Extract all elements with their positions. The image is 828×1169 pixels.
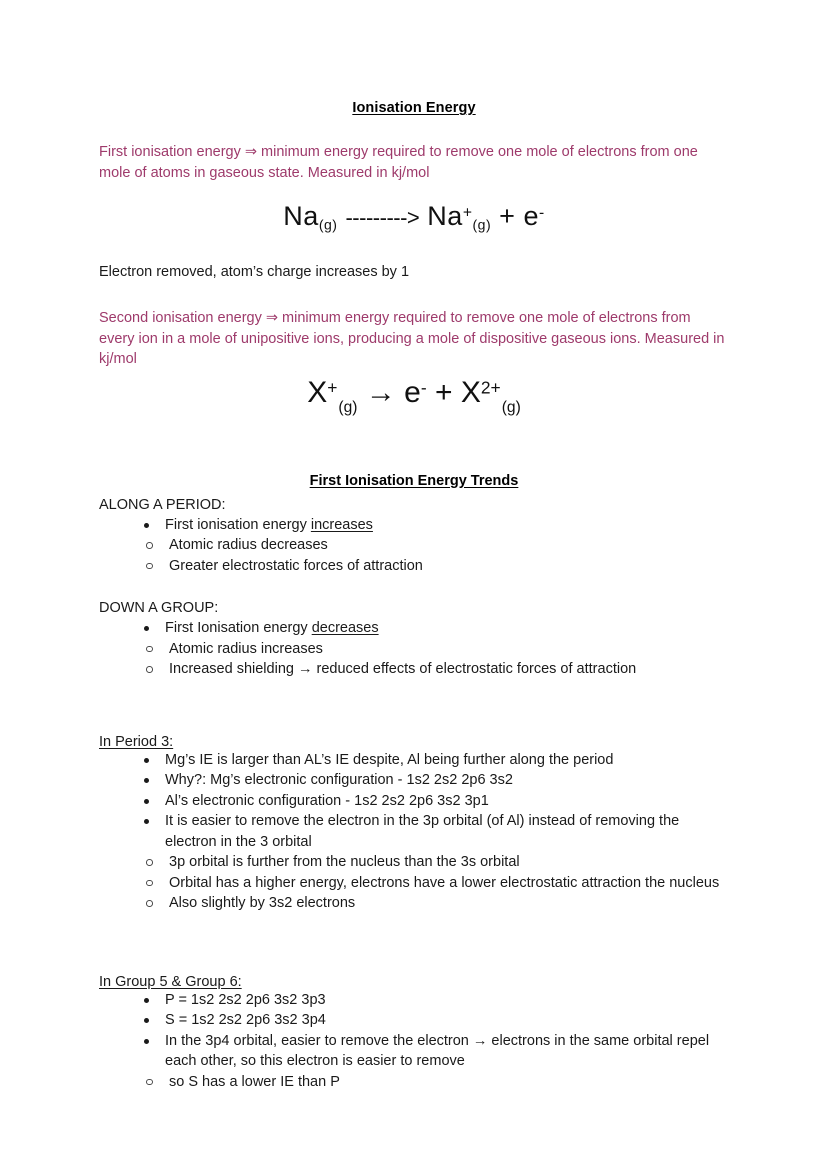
groups-5-6-sub-list xyxy=(99,1072,729,1093)
bullet-text: Al’s electronic configuration - 1s2 2s2 2p6 3s2 3p1 xyxy=(165,792,489,809)
eq1-charge-right: + xyxy=(462,204,473,222)
along-period-sub-list xyxy=(99,535,729,576)
list-item xyxy=(144,770,729,791)
eq1-arrow: ---------> xyxy=(345,205,420,230)
eq2-charge-left: + xyxy=(327,377,338,398)
sub-bullet-text: Atomic radius decreases xyxy=(169,537,328,554)
period-3-heading: In Period 3: xyxy=(99,733,174,750)
electron-removed-note: Electron removed, atom’s charge increases by 1 xyxy=(99,264,410,281)
list-item xyxy=(144,515,729,536)
bullet-text: P = 1s2 2s2 2p6 3s2 3p3 xyxy=(165,991,326,1008)
eq2-arrow: → xyxy=(365,375,396,409)
eq2-electron: e xyxy=(404,375,421,409)
eq2-charge-right: 2+ xyxy=(480,377,501,398)
eq2-plus: + xyxy=(434,375,453,409)
bullet-text: In the 3p4 orbital, easier to remove the electron → electrons in the same orbital repel each other, so this electron is easier to remove xyxy=(165,1032,710,1070)
second-ionisation-definition: Second ionisation energy ⇒ minimum energy required to remove one mole of electrons from every ion in a mole of unipositive ions, producing a mole of dispositive gaseous ions. Measured in kj/mol xyxy=(99,310,725,368)
sub-bullet-text: 3p orbital is further from the nucleus than the 3s orbital xyxy=(169,854,520,871)
list-item xyxy=(146,1072,729,1093)
sub-bullet-text: Increased shielding → reduced effects of electrostatic forces of attraction xyxy=(169,661,637,678)
eq1-species-right: Na xyxy=(427,201,463,231)
list-item xyxy=(144,618,729,639)
bullet-text: Why?: Mg’s electronic configuration - 1s2 2s2 2p6 3s2 xyxy=(165,772,513,789)
eq2-species-left: X xyxy=(307,375,328,409)
bullet-text: Mg’s IE is larger than AL’s IE despite, Al being further along the period xyxy=(165,751,614,768)
sub-bullet-text: Greater electrostatic forces of attraction xyxy=(169,557,423,574)
eq2-state-left: (g) xyxy=(338,398,358,416)
groups-5-6-heading: In Group 5 & Group 6: xyxy=(99,973,242,990)
trends-heading: First Ionisation Energy Trends xyxy=(309,472,519,489)
eq1-species-left: Na xyxy=(283,201,319,231)
eq2-left-term xyxy=(307,376,357,417)
eq2-right-term xyxy=(461,376,521,417)
list-item xyxy=(144,1031,729,1072)
along-period-label: ALONG A PERIOD: xyxy=(99,496,226,513)
list-item xyxy=(144,750,729,771)
down-group-label: DOWN A GROUP: xyxy=(99,600,219,617)
groups-5-6-list xyxy=(99,990,729,1072)
period-3-list xyxy=(99,750,729,853)
eq1-plus: + xyxy=(499,201,516,231)
sub-bullet-text: so S has a lower IE than P xyxy=(169,1073,340,1090)
page-title: Ionisation Energy xyxy=(352,100,476,116)
eq2-electron-charge: - xyxy=(420,377,427,398)
list-item xyxy=(146,659,729,680)
list-item xyxy=(146,639,729,660)
first-ionisation-equation xyxy=(99,201,729,232)
sub-bullet-text: Also slightly by 3s2 electrons xyxy=(169,895,356,912)
bullet-text: S = 1s2 2s2 2p6 3s2 3p4 xyxy=(165,1012,326,1029)
first-ionisation-definition: First ionisation energy ⇒ minimum energy required to remove one mole of electrons from one mole of atoms in gaseous state. Measured in kj/mol xyxy=(99,144,698,181)
sub-bullet-text: Orbital has a higher energy, electrons have a lower electrostatic attraction the nucleus xyxy=(169,874,720,891)
along-period-main-text: First ionisation energy xyxy=(165,516,311,533)
period-3-sub-list xyxy=(99,852,729,914)
eq2-species-right: X xyxy=(460,375,481,409)
sub-bullet-text: Atomic radius increases xyxy=(169,640,323,657)
down-group-main-list xyxy=(99,618,729,639)
bullet-text: It is easier to remove the electron in the 3p orbital (of Al) instead of removing the electron in the 3 orbital xyxy=(165,813,680,850)
eq1-state-left: (g) xyxy=(318,216,338,233)
eq1-electron: e xyxy=(523,201,539,231)
eq1-electron-charge: - xyxy=(538,204,545,222)
list-item xyxy=(146,852,729,873)
list-item xyxy=(146,893,729,914)
down-group-main-emphasis: decreases xyxy=(311,620,379,637)
list-item xyxy=(146,535,729,556)
list-item xyxy=(144,990,729,1011)
list-item xyxy=(144,791,729,812)
along-period-main-emphasis: increases xyxy=(310,516,373,533)
eq1-state-right: (g) xyxy=(472,216,492,233)
down-group-sub-list xyxy=(99,639,729,680)
list-item xyxy=(146,873,729,894)
second-ionisation-equation xyxy=(99,376,729,417)
along-period-main-list xyxy=(99,515,729,536)
eq2-state-right: (g) xyxy=(501,398,521,416)
list-item xyxy=(144,811,729,852)
list-item xyxy=(144,1010,729,1031)
down-group-main-text: First Ionisation energy xyxy=(165,620,312,637)
list-item xyxy=(146,556,729,577)
